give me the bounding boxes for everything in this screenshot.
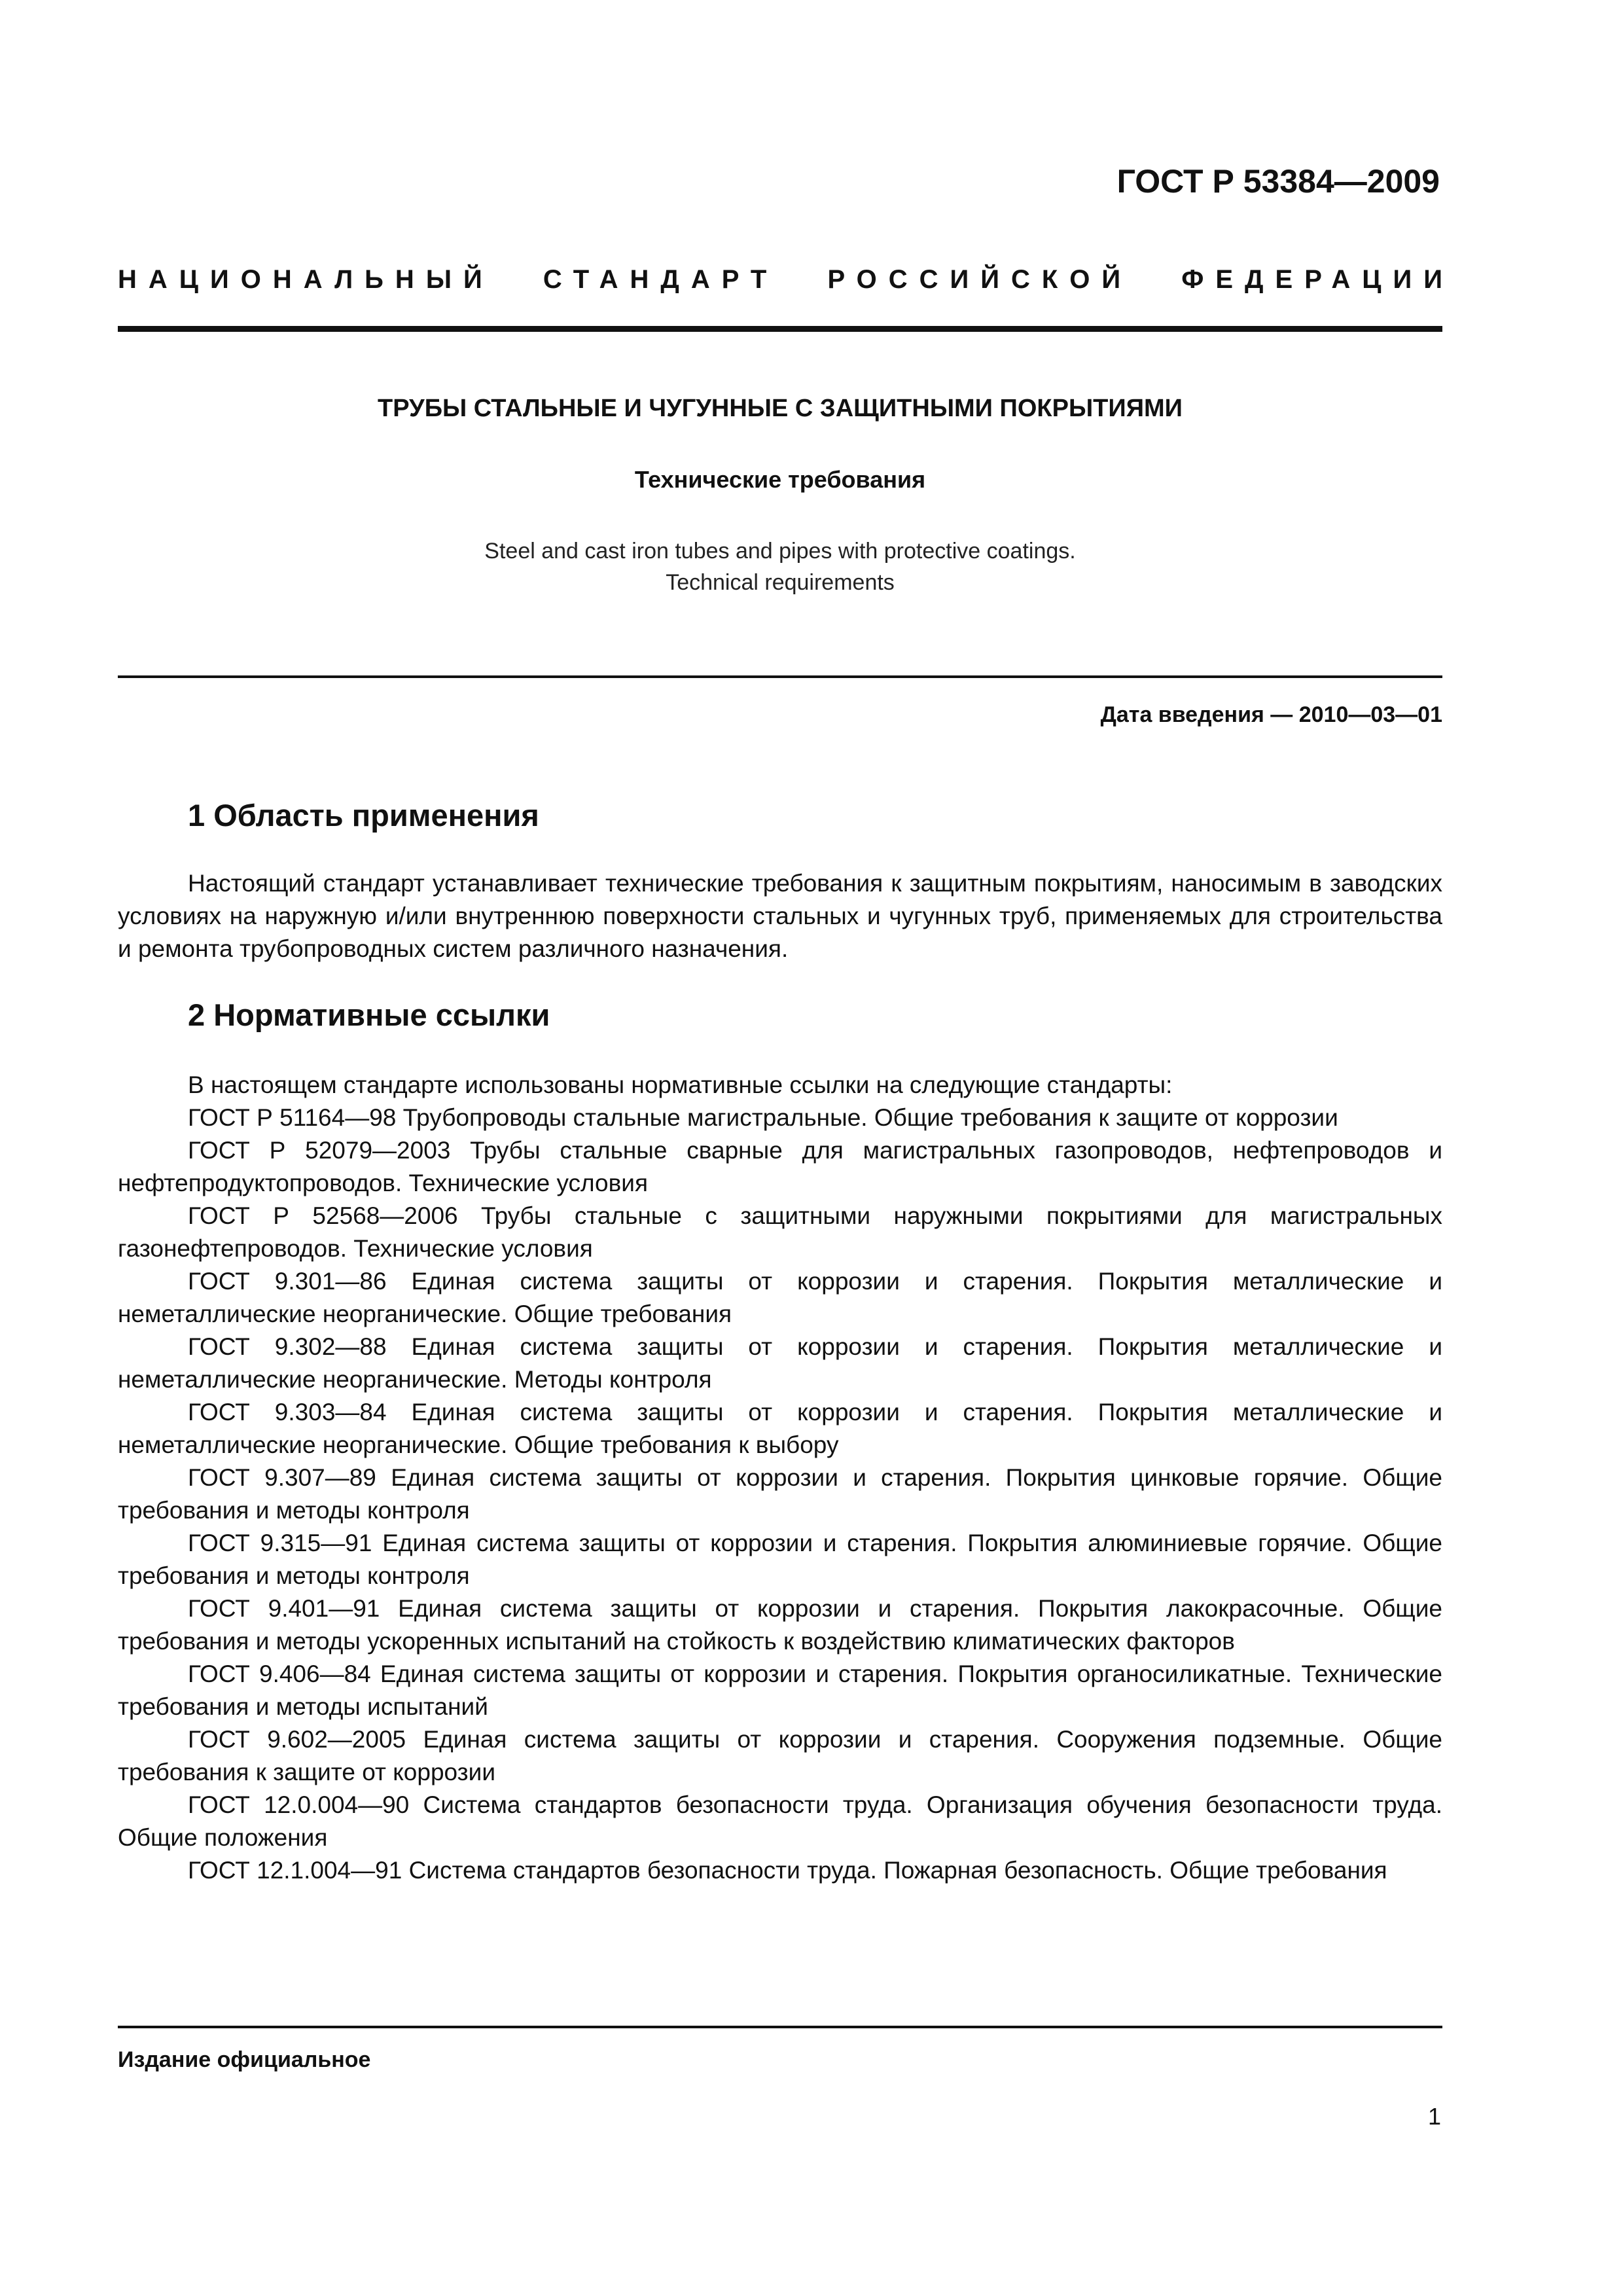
reference-item: ГОСТ 9.406—84 Единая система защиты от коррозии и старения. Покрытия органосиликатные. Технические требования и методы испытаний [118, 1660, 1442, 1720]
reference-item: ГОСТ 9.301—86 Единая система защиты от коррозии и старения. Покрытия металлические и неметаллические неорганические. Общие требования [118, 1268, 1442, 1327]
edition-label: Издание официальное [118, 2047, 371, 2072]
title-divider [118, 675, 1442, 678]
reference-item: ГОСТ 9.602—2005 Единая система защиты от коррозии и старения. Сооружения подземные. Общие требования к защите от коррозии [118, 1726, 1442, 1785]
section-body-references [118, 1069, 1442, 1887]
banner-word: РОССИЙСКОЙ [827, 265, 1133, 294]
reference-item: ГОСТ Р 52079—2003 Трубы стальные сварные для магистральных газопроводов, нефтепроводов и нефтепродуктопроводов. Технические условия [118, 1137, 1442, 1196]
section-heading-scope: 1 Область применения [188, 798, 539, 833]
reference-item: ГОСТ 9.307—89 Единая система защиты от коррозии и старения. Покрытия цинковые горячие. Общие требования и методы контроля [118, 1464, 1442, 1524]
reference-item: ГОСТ 9.303—84 Единая система защиты от коррозии и старения. Покрытия металлические и неметаллические неорганические. Общие требования к выбору [118, 1399, 1442, 1458]
document-code: ГОСТ Р 53384—2009 [1116, 163, 1440, 200]
national-standard-banner [118, 265, 1454, 295]
reference-item: ГОСТ Р 51164—98 Трубопроводы стальные магистральные. Общие требования к защите от коррозии [188, 1104, 1338, 1131]
paragraph: В настоящем стандарте использованы нормативные ссылки на следующие стандарты: [188, 1071, 1173, 1098]
section-body-scope [118, 867, 1442, 965]
reference-item: ГОСТ Р 52568—2006 Трубы стальные с защитными наружными покрытиями для магистральных газонефтепроводов. Технические условия [118, 1202, 1442, 1262]
banner-word: ФЕДЕРАЦИИ [1181, 265, 1454, 294]
reference-item: ГОСТ 12.1.004—91 Система стандартов безопасности труда. Пожарная безопасность. Общие требования [188, 1857, 1387, 1884]
footer-divider [118, 2026, 1442, 2028]
reference-item: ГОСТ 9.401—91 Единая система защиты от коррозии и старения. Покрытия лакокрасочные. Общие требования и методы ускоренных испытаний на стойкость к воздействию климатических факторов [118, 1595, 1442, 1655]
english-title-line: Technical requirements [666, 570, 895, 595]
reference-item: ГОСТ 9.302—88 Единая система защиты от коррозии и старения. Покрытия металлические и неметаллические неорганические. Методы контроля [118, 1333, 1442, 1393]
english-title [118, 535, 1442, 598]
banner-word: СТАНДАРТ [543, 265, 779, 294]
banner-word: НАЦИОНАЛЬНЫЙ [118, 265, 494, 294]
document-title: ТРУБЫ СТАЛЬНЫЕ И ЧУГУННЫЕ С ЗАЩИТНЫМИ ПОКРЫТИЯМИ [378, 395, 1183, 422]
document-subtitle: Технические требования [634, 466, 926, 493]
reference-item: ГОСТ 9.315—91 Единая система защиты от коррозии и старения. Покрытия алюминиевые горячие. Общие требования и методы контроля [118, 1530, 1442, 1589]
page-number: 1 [1427, 2103, 1441, 2130]
section-heading-references: 2 Нормативные ссылки [188, 997, 550, 1032]
introduction-date: Дата введения — 2010—03—01 [1100, 702, 1442, 727]
paragraph: Настоящий стандарт устанавливает технические требования к защитным покрытиям, наносимым в заводских условиях на наружную и/или внутреннюю поверхности стальных и чугунных труб, применяемых для строительства и ремонта трубопроводных систем различного назначения. [118, 870, 1442, 962]
english-title-line: Steel and cast iron tubes and pipes with protective coatings. [484, 539, 1076, 564]
header-divider [118, 326, 1442, 332]
reference-item: ГОСТ 12.0.004—90 Система стандартов безопасности труда. Организация обучения безопасности труда. Общие положения [118, 1791, 1442, 1851]
